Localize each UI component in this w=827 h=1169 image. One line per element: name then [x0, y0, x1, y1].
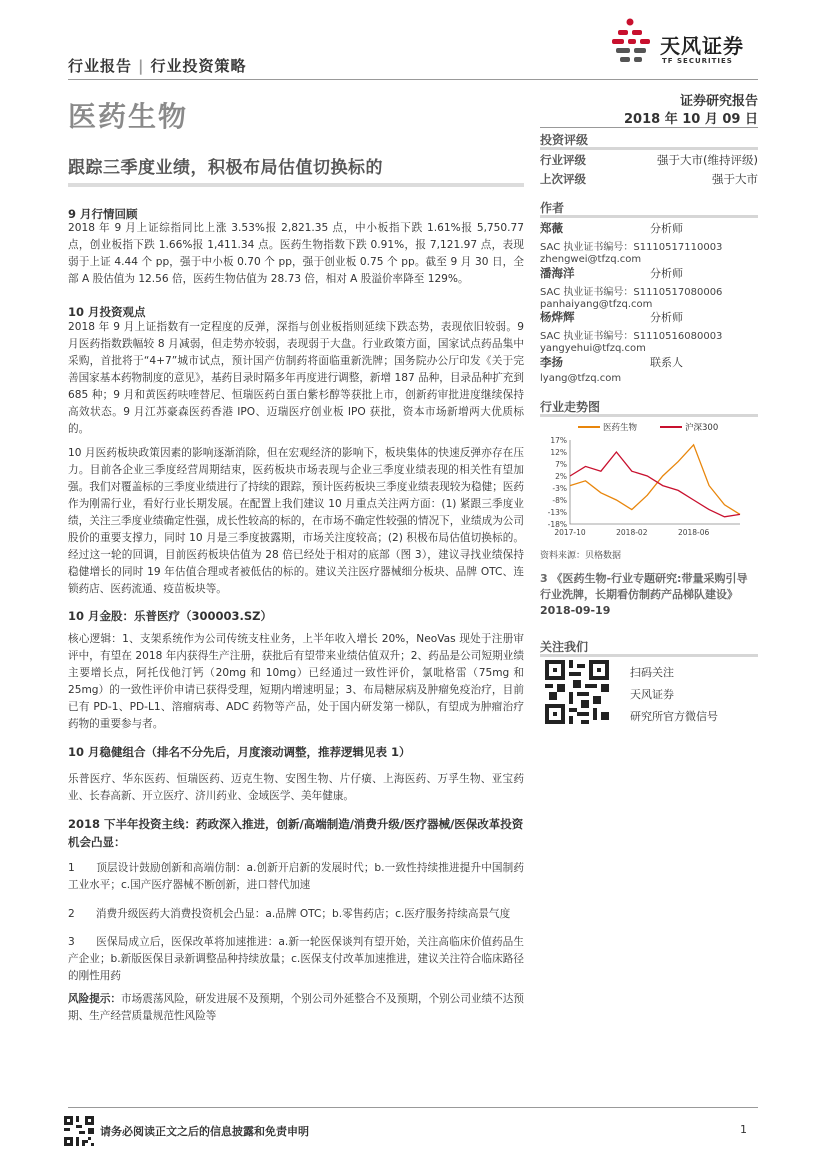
- author-cert: SAC 执业证书编号：S1110516080003: [540, 331, 723, 342]
- y-tick-label: -8%: [552, 496, 567, 505]
- author-name: 郑薇: [540, 221, 563, 235]
- author-name: 李扬: [540, 355, 563, 369]
- footer-qr-icon: [64, 1116, 94, 1146]
- y-tick-label: 2%: [555, 472, 567, 481]
- rating-row: [540, 171, 758, 187]
- rating-key: 行业评级: [540, 153, 586, 167]
- section-heading-gold-stock: 10 月金股：乐普医疗（300003.SZ）: [68, 609, 273, 623]
- paragraph-gold-stock: 核心逻辑：1、支架系统作为公司传统支柱业务，上半年收入增长 20%，NeoVas 现处于注册审评中，有望在 2018 年内获得生产注册，获批后有望带来业绩估值双升；2、药品是公司短期业绩主要增长点，阿托伐他汀钙（20mg 和 10mg）已经通过一致性评价，氯吡格雷（75mg 和 25mg）的一致性评价申请已获得受理，短期内增速明显；3、布局糖尿病及肿瘤免疫治疗，目前已有 PD-1、PD-L1、溶瘤病毒、ADC 药物等产品，处于国内研发第一梯队，有望成为肿瘤治疗药物的重要参与者。: [68, 633, 524, 730]
- main-line-item-2: 2 消费升级医药大消费投资机会凸显：a.品牌 OTC；b.零售药店；c.医疗服务持续高景气度: [68, 908, 511, 920]
- follow-heading-rule: [540, 654, 758, 657]
- report-title: 跟踪三季度业绩，积极布局估值切换标的: [68, 158, 383, 178]
- trend-heading: 行业走势图: [540, 400, 601, 414]
- trend-heading-rule: [540, 414, 758, 417]
- author-name: 潘海洋: [540, 266, 575, 280]
- risk-text: 市场震荡风险，研发进展不及预期，个别公司外延整合不及预期，个别公司业绩不达预期、生产经营质量规范性风险等: [68, 993, 525, 1022]
- series-line-pharma: [570, 445, 740, 515]
- qr-code-icon[interactable]: [545, 660, 609, 724]
- paragraph-october-view-1: 2018 年 9 月上证指数有一定程度的反弹，深指与创业板指则延续下跌态势，表现依旧较弱。9 月医药指数跌幅较 8 月减弱，但走势亦较弱，表现弱于大盘。行业政策方面，国家试点药品集中采购，首批将于“4+7”城市试点，预计国产仿制药将面临重新洗牌；国务院办公厅印发《关于完善国家基本药物制度的意见》，基药目录时隔多年再度进行调整，新增 187 品种，目录品种扩充到 685 种；9 月和黄医药呋喹替尼、恒瑞医药白蛋白紫杉醇等获批上市，创新药审批进度继续保持高效状态。9 月江苏豪森医药香港 IPO、迈瑞医疗创业板 IPO 获批，资本市场新增两大优质标的。: [68, 321, 524, 435]
- header-rule: [68, 79, 758, 80]
- paragraph-september-review: 2018 年 9 月上证综指同比上涨 3.53%报 2,821.35 点，中小板指下跌 1.61%报 5,750.77 点，创业板指下跌 1.66%报 1,411.34 点。医药生物指数下跌 0.91%，报 7,121.97 点，表现弱于上证 4.44 个 pp，强于中小板 0.70 个 pp，强于创业板 0.75 个 pp。截至 9 月 30 日，全部 A 股估值为 12.56 倍，医药生物估值为 28.73 倍，相对 A 股溢价率降至 129%。: [68, 222, 524, 285]
- legend-label-pharma: 医药生物: [603, 423, 638, 433]
- y-tick-label: 17%: [550, 436, 567, 445]
- authors-heading-rule: [540, 215, 758, 218]
- author-role: 联系人: [650, 356, 683, 369]
- author-card: [540, 309, 758, 354]
- date-rule: [540, 127, 758, 128]
- rating-value: 强于大市: [712, 172, 758, 186]
- risk-heading: 风险提示：: [68, 993, 122, 1005]
- related-report-title[interactable]: 3 《医药生物-行业专题研究:带量采购引导行业洗牌，长期看仿制药产品梯队建设》: [540, 572, 748, 601]
- rating-row: [540, 152, 758, 168]
- section-heading-september-review: 9 月行情回顾: [68, 207, 138, 221]
- footer-disclaimer[interactable]: 请务必阅读正文之后的信息披露和免责申明: [100, 1125, 309, 1138]
- author-card: [540, 265, 758, 310]
- author-email[interactable]: lyang@tfzq.com: [540, 373, 622, 384]
- x-tick-label: 2018-02: [616, 528, 648, 537]
- rating-value: 强于大市(维持评级): [657, 153, 758, 167]
- legend-label-hs300: 沪深300: [685, 423, 719, 433]
- rating-key: 上次评级: [540, 172, 586, 186]
- y-tick-label: -3%: [552, 484, 567, 493]
- follow-item-brand: 天风证券: [630, 688, 674, 701]
- authors-heading: 作者: [540, 201, 565, 215]
- logo-name-en: TF SECURITIES: [662, 57, 733, 65]
- report-type: 行业报告 | 行业投资策略: [68, 57, 247, 75]
- author-role: 分析师: [650, 222, 683, 235]
- y-tick-label: 7%: [555, 460, 567, 469]
- tf-logo-mark-icon: [608, 18, 658, 72]
- follow-item-wechat: 研究所官方微信号: [630, 710, 718, 723]
- page-number: 1: [740, 1123, 747, 1136]
- author-email[interactable]: panhaiyang@tfzq.com: [540, 299, 653, 310]
- x-tick-label: 2017-10: [554, 528, 586, 537]
- paragraph-october-view-2: 10 月医药板块政策因素的影响逐渐消除，但在宏观经济的影响下，板块集体的快速反弹亦存在压力。目前各企业三季度经营周期结束，医药板块市场表现与企业三季度业绩表现的相关性有望加强。我们对覆盖标的三季度业绩进行了持续的跟踪，预计医药板块三季度业绩表现较为稳健；医药作为刚需行业，看好行业长期发展。在配置上我们建议 10 月重点关注两方面：(1) 紧跟三季度业绩，关注三季度业绩确定性强，成长性较高的标的，在市场不确定性较强的情况下，业绩成为公司股价的重要支撑力，同时 10 月是三季度披露期，市场关注度较高；(2) 积极布局估值切换标的。经过这一轮的回调，目前医药板块估值为 28 倍已经处于相对的底部（图 3），建议寻找业绩保持稳健增长的同时 19 年估值合理或者被低估的标的。建议关注医疗器械细分板块、品牌 OTC、连锁药店、医药流通、疫苗板块等。: [68, 447, 524, 595]
- chart-source: 资料来源：贝格数据: [540, 551, 622, 561]
- follow-item-scan: 扫码关注: [630, 666, 674, 679]
- main-line-item-1: 1 顶层设计鼓励创新和高端仿制：a.创新开启新的发展时代；b.一致性持续推进提升中国制药工业水平；c.国产医疗器械不断创新，进口替代加速: [68, 862, 524, 891]
- chart-axis: [570, 440, 740, 524]
- author-email[interactable]: yangyehui@tfzq.com: [540, 343, 646, 354]
- author-cert: SAC 执业证书编号：S1110517080006: [540, 287, 723, 298]
- related-report[interactable]: [540, 571, 758, 619]
- main-line-item-3: 3 医保局成立后，医保改革将加速推进：a.新一轮医保谈判有望开始，关注高临床价值药品生产企业；b.新版医保目录新调整品种持续放量；c.医保支付改革加速推进，建议关注符合临床路径的刚性用药: [68, 936, 524, 982]
- title-rule: [68, 183, 524, 187]
- industry-name: 医药生物: [68, 100, 189, 133]
- author-name: 杨烨辉: [540, 310, 575, 324]
- y-tick-label: 12%: [550, 448, 567, 457]
- related-report-date: 2018-09-19: [540, 604, 611, 617]
- author-card: [540, 220, 758, 265]
- author-cert: SAC 执业证书编号：S1110517110003: [540, 242, 723, 253]
- y-tick-label: -18%: [547, 520, 567, 529]
- logo-name-cn: 天风证券: [660, 34, 744, 58]
- trend-chart: [540, 420, 758, 540]
- follow-heading: 关注我们: [540, 640, 589, 654]
- footer-rule: [68, 1107, 758, 1108]
- rating-heading: 投资评级: [540, 133, 589, 147]
- y-tick-label: -13%: [547, 508, 567, 517]
- author-email[interactable]: zhengwei@tfzq.com: [540, 254, 642, 265]
- section-heading-main-lines: 2018 下半年投资主线：药政深入推进，创新/高端制造/消费升级/医疗器械/医保改革投资机会凸显：: [68, 817, 524, 849]
- author-role: 分析师: [650, 311, 683, 324]
- author-card: [540, 354, 758, 384]
- paragraph-portfolio: 乐普医疗、华东医药、恒瑞医药、迈克生物、安图生物、片仔癀、上海医药、万孚生物、亚宝药业、长春高新、开立医疗、济川药业、金域医学、美年健康。: [68, 773, 524, 802]
- author-role: 分析师: [650, 267, 683, 280]
- rating-heading-rule: [540, 147, 758, 150]
- x-tick-label: 2018-06: [677, 528, 710, 537]
- section-heading-portfolio: 10 月稳健组合（排名不分先后，月度滚动调整，推荐逻辑见表 1）: [68, 745, 411, 759]
- risk-warning: [68, 991, 524, 1025]
- report-date: 2018 年 10 月 09 日: [624, 112, 758, 127]
- section-heading-october-view: 10 月投资观点: [68, 305, 146, 319]
- trend-chart-svg: [540, 420, 758, 540]
- series-line-hs300: [570, 452, 740, 517]
- report-label: 证券研究报告: [679, 94, 758, 109]
